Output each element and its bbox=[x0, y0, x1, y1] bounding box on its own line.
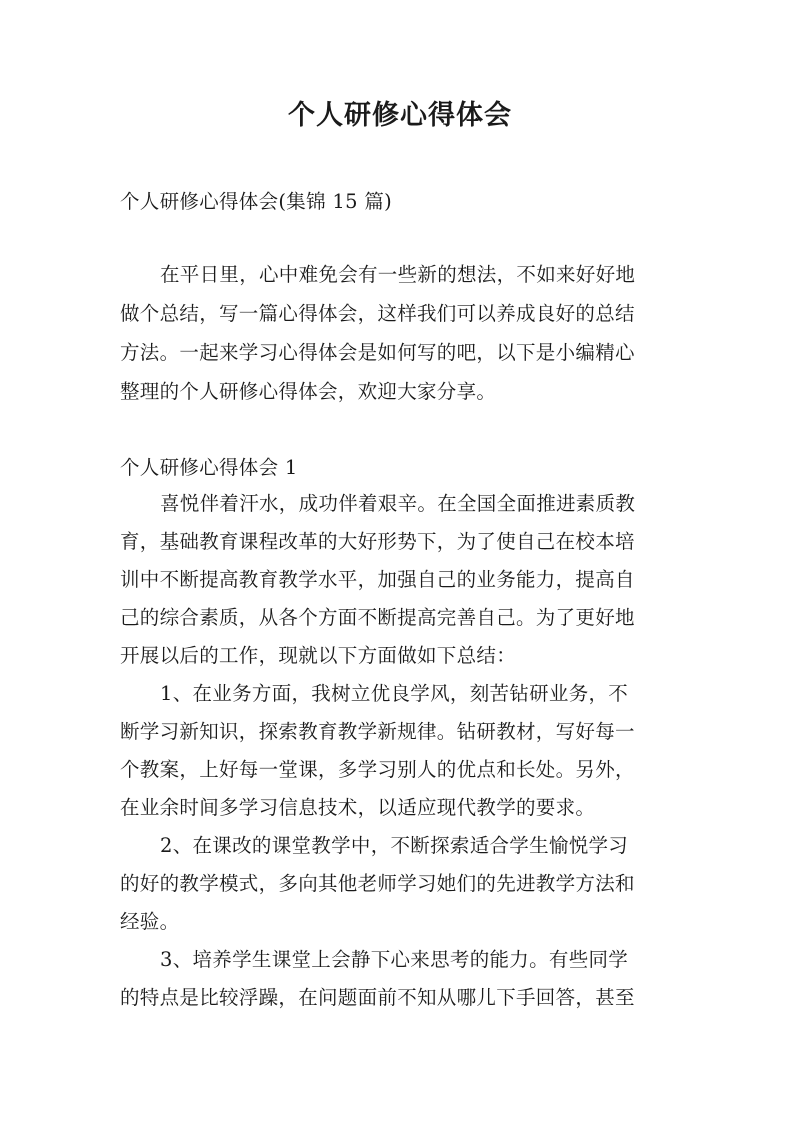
list-item-line: 2、在课改的课堂教学中，不断探索适合学生愉悦学习 bbox=[160, 834, 629, 857]
list-item-line: 3、培养学生课堂上会静下心来思考的能力。有些同学 bbox=[160, 948, 629, 971]
list-item-line: 的特点是比较浮躁，在问题面前不知从哪儿下手回答，甚至 bbox=[120, 986, 635, 1009]
paragraph-line: 育，基础教育课程改革的大好形势下，为了使自己在校本培 bbox=[120, 530, 635, 553]
intro-line: 在平日里，心中难免会有一些新的想法，不如来好好地 bbox=[160, 263, 636, 286]
intro-line: 整理的个人研修心得体会，欢迎大家分享。 bbox=[120, 380, 497, 403]
paragraph-line: 喜悦伴着汗水，成功伴着艰辛。在全国全面推进素质教 bbox=[160, 492, 636, 515]
document-title: 个人研修心得体会 bbox=[288, 100, 512, 131]
intro-line: 做个总结，写一篇心得体会，这样我们可以养成良好的总结 bbox=[120, 302, 635, 325]
document-subtitle: 个人研修心得体会(集锦 15 篇) bbox=[120, 190, 393, 213]
section-heading: 个人研修心得体会 1 bbox=[120, 456, 298, 479]
list-item-line: 个教案，上好每一堂课，多学习别人的优点和长处。另外， bbox=[120, 758, 635, 781]
paragraph-line: 己的综合素质，从各个方面不断提高完善自己。为了更好地 bbox=[120, 606, 635, 629]
intro-line: 方法。一起来学习心得体会是如何写的吧，以下是小编精心 bbox=[120, 341, 635, 364]
paragraph-line: 训中不断提高教育教学水平，加强自己的业务能力，提高自 bbox=[120, 568, 635, 591]
list-item-line: 的好的教学模式，多向其他老师学习她们的先进教学方法和 bbox=[120, 872, 635, 895]
list-item-line: 在业余时间多学习信息技术，以适应现代教学的要求。 bbox=[120, 796, 596, 819]
list-item-line: 1、在业务方面，我树立优良学风，刻苦钻研业务，不 bbox=[160, 682, 629, 705]
list-item-line: 断学习新知识，探索教育教学新规律。钻研教材，写好每一 bbox=[120, 720, 635, 743]
paragraph-line: 开展以后的工作，现就以下方面做如下总结： bbox=[120, 644, 517, 667]
list-item-line: 经验。 bbox=[120, 910, 180, 933]
